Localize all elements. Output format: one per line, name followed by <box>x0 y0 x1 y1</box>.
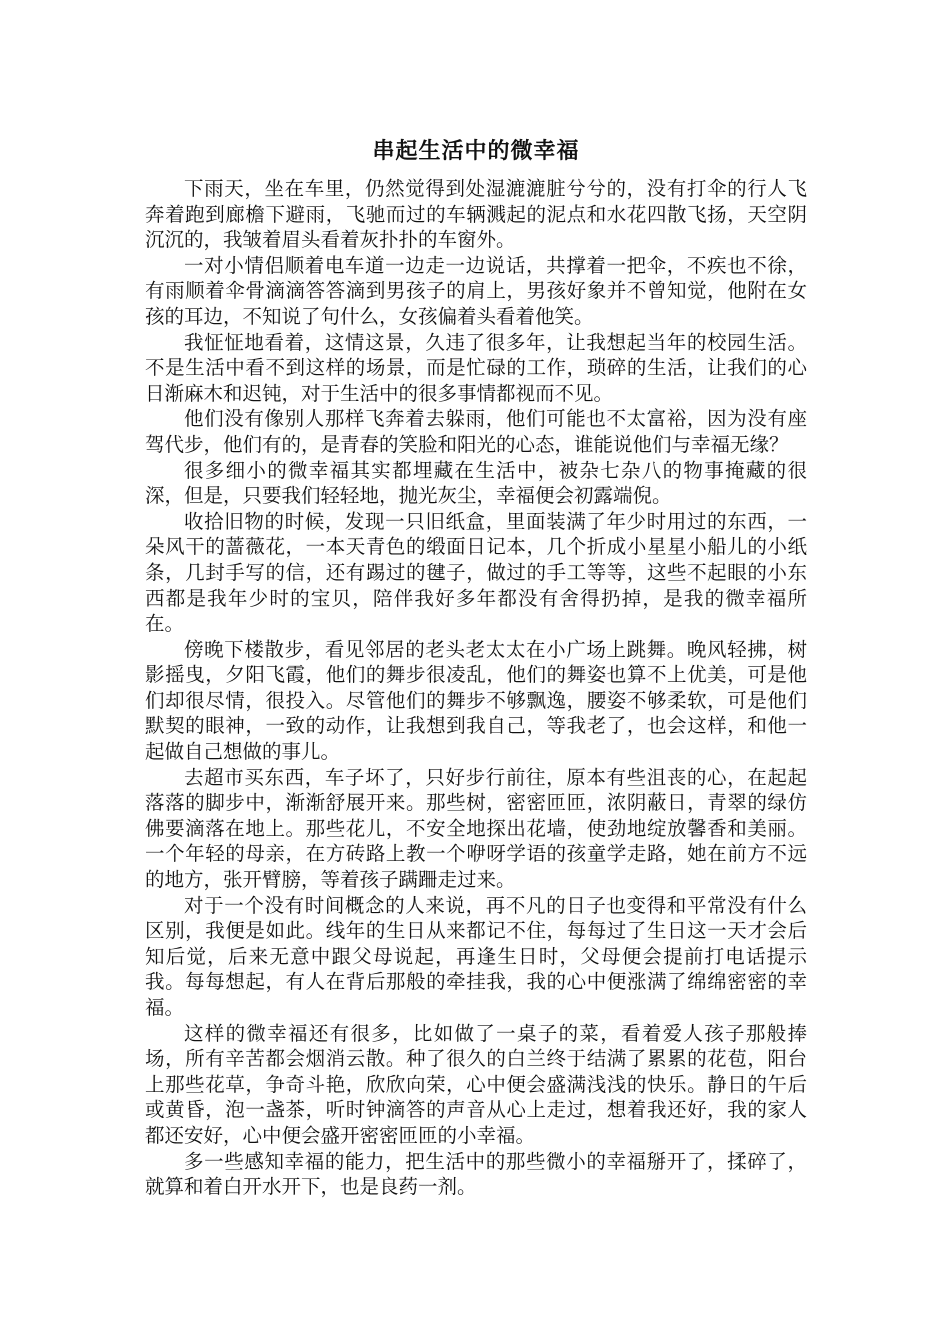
paragraph-5: 很多细小的微幸福其实都埋藏在生活中，被杂七杂八的物事掩藏的很深，但是，只要我们轻轻地，抛光灰尘，幸福便会初露端倪。 <box>145 458 807 508</box>
paragraph-3: 我怔怔地看着，这情这景，久违了很多年，让我想起当年的校园生活。不是生活中看不到这样的场景，而是忙碌的工作，琐碎的生活，让我们的心日渐麻木和迟钝，对于生活中的很多事情都视而不见。 <box>145 330 807 405</box>
paragraph-7: 傍晚下楼散步，看见邻居的老头老太太在小广场上跳舞。晚风轻拂，树影摇曳，夕阳飞霞，他们的舞步很凌乱，他们的舞姿也算不上优美，可是他们却很尽情，很投入。尽管他们的舞步不够飘逸，腰姿不够柔软，可是他们默契的眼神，一致的动作，让我想到我自己，等我老了，也会这样，和他一起做自己想做的事儿。 <box>145 637 807 764</box>
article <box>145 134 807 1200</box>
paragraph-2: 一对小情侣顺着电车道一边走一边说话，共撑着一把伞，不疾也不徐，有雨顺着伞骨滴滴答答滴到男孩子的肩上，男孩好象并不曾知觉，他附在女孩的耳边，不知说了句什么，女孩偏着头看着他笑。 <box>145 253 807 328</box>
paragraph-6: 收拾旧物的时候，发现一只旧纸盒，里面装满了年少时用过的东西，一朵风干的蔷薇花，一本天青色的缎面日记本，几个折成小星星小船儿的小纸条，几封手写的信，还有踢过的毽子，做过的手工等等，这些不起眼的小东西都是我年少时的宝贝，陪伴我好多年都没有舍得扔掉，是我的微幸福所在。 <box>145 509 807 636</box>
article-title: 串起生活中的微幸福 <box>372 138 580 164</box>
paragraph-8: 去超市买东西，车子坏了，只好步行前往，原本有些沮丧的心，在起起落落的脚步中，渐渐舒展开来。那些树，密密匝匝，浓阴蔽日，青翠的绿仿佛要滴落在地上。那些花儿，不安全地探出花墙，使劲地绽放馨香和美丽。一个年轻的母亲，在方砖路上教一个咿呀学语的孩童学走路，她在前方不远的地方，张开臂膀，等着孩子蹒跚走过来。 <box>145 765 807 892</box>
paragraph-4: 他们没有像别人那样飞奔着去躲雨，他们可能也不太富裕，因为没有座驾代步，他们有的，是青春的笑脸和阳光的心态，谁能说他们与幸福无缘？ <box>145 407 807 456</box>
paragraph-10: 这样的微幸福还有很多，比如做了一桌子的菜，看着爱人孩子那般捧场，所有辛苦都会烟消云散。种了很久的白兰终于结满了累累的花苞，阳台上那些花草，争奇斗艳，欣欣向荣，心中便会盛满浅浅的快乐。静日的午后或黄昏，泡一盏茶，听时钟滴答的声音从心上走过，想着我还好，我的家人都还安好，心中便会盛开密密匝匝的小幸福。 <box>145 1021 807 1147</box>
paragraph-1: 下雨天，坐在车里，仍然觉得到处湿漉漉脏兮兮的，没有打伞的行人飞奔着跑到廊檐下避雨，飞驰而过的车辆溅起的泥点和水花四散飞扬，天空阴沉沉的，我皱着眉头看着灰扑扑的车窗外。 <box>145 177 807 252</box>
paragraph-9: 对于一个没有时间概念的人来说，再不凡的日子也变得和平常没有什么区别，我便是如此。线年的生日从来都记不住，每每过了生日这一天才会后知后觉，后来无意中跟父母说起，再逢生日时，父母便会提前打电话提示我。每每想起，有人在背后那般的牵挂我，我的心中便涨满了绵绵密密的幸福。 <box>145 893 807 1019</box>
paragraph-11: 多一些感知幸福的能力，把生活中的那些微小的幸福掰开了，揉碎了，就算和着白开水开下，也是良药一剂。 <box>145 1149 807 1199</box>
